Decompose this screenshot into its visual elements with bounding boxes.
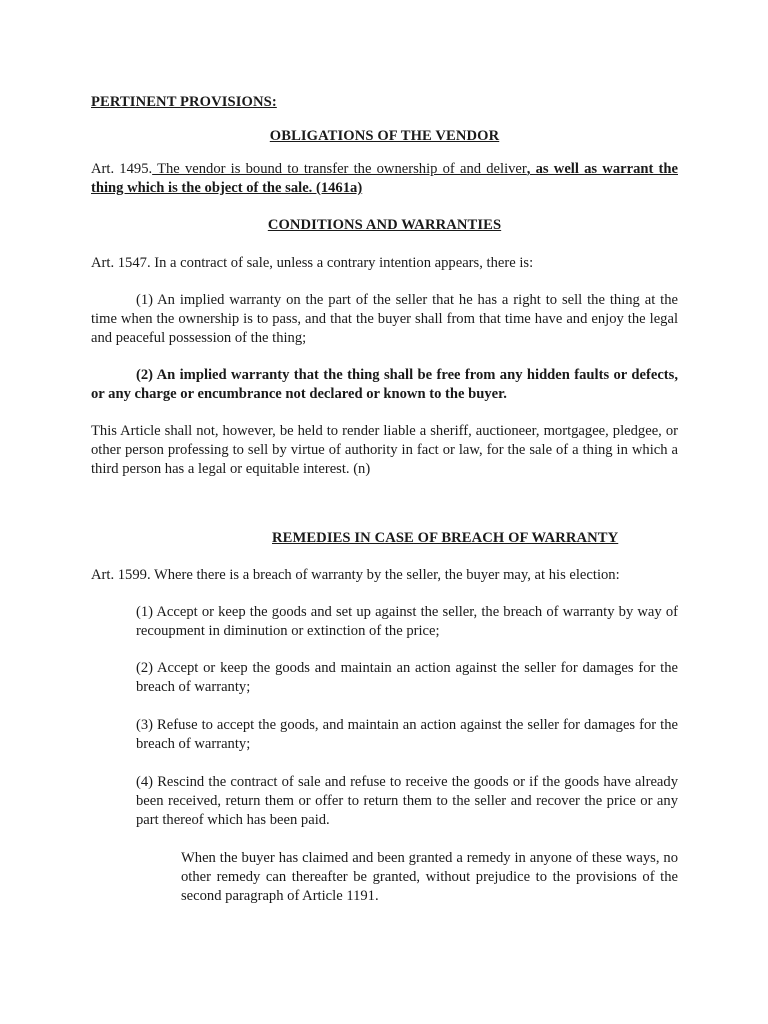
- obligations-heading: OBLIGATIONS OF THE VENDOR: [269, 128, 500, 144]
- remedies-heading: REMEDIES IN CASE OF BREACH OF WARRANTY: [272, 530, 619, 546]
- art-1599-intro: Art. 1599. Where there is a breach of warranty by the seller, the buyer may, at his election:: [91, 567, 620, 583]
- art-1495-bold-text: , as well as warrant the thing which is the object of the sale. (1461a): [91, 161, 678, 196]
- art-1599-item-2: (2) Accept or keep the goods and maintain an action against the seller for damages for the breach of warranty;: [136, 660, 678, 695]
- art-1599-item-4: (4) Rescind the contract of sale and refuse to receive the goods or if the goods have already been received, return them or offer to return them to the seller and recover the price or any part thereof which has been paid.: [136, 774, 678, 828]
- art-1599-item-3: (3) Refuse to accept the goods, and maintain an action against the seller for damages for the breach of warranty;: [136, 717, 678, 752]
- art-1599-item-1: (1) Accept or keep the goods and set up against the seller, the breach of warranty by way of recoupment in diminution or extinction of the price;: [136, 604, 678, 639]
- pertinent-provisions-heading: PERTINENT PROVISIONS:: [91, 94, 277, 110]
- art-1547-item-1-text: (1) An implied warranty on the part of the seller that he has a right to sell the thing at the time when the ownership is to pass, and that the buyer shall from that time have and enjoy the legal and peaceful possession of the thing;: [91, 292, 678, 346]
- art-1547-item-1: [91, 291, 678, 348]
- art-1599-closing: When the buyer has claimed and been granted a remedy in anyone of these ways, no other remedy can thereafter be granted, without prejudice to the provisions of the second paragraph of Article 1191.: [181, 850, 678, 904]
- art-1495-text: The vendor is bound to transfer the ownership of and deliver: [152, 161, 527, 177]
- art-1547-closing: This Article shall not, however, be held to render liable a sheriff, auctioneer, mortgagee, pledgee, or other person professing to sell by virtue of authority in fact or law, for the sale of a thing in which a third person has a legal or equitable interest. (n): [91, 423, 678, 477]
- art-1547-intro: Art. 1547. In a contract of sale, unless a contrary intention appears, there is:: [91, 255, 534, 271]
- art-1547-item-2-text: (2) An implied warranty that the thing shall be free from any hidden faults or defects, or any charge or encumbrance not declared or known to the buyer.: [91, 367, 678, 402]
- art-1547-item-2: [91, 366, 678, 404]
- conditions-warranties-heading: CONDITIONS AND WARRANTIES: [267, 217, 502, 233]
- art-1495-paragraph: [91, 160, 678, 198]
- art-1495-number: Art. 1495.: [91, 161, 153, 177]
